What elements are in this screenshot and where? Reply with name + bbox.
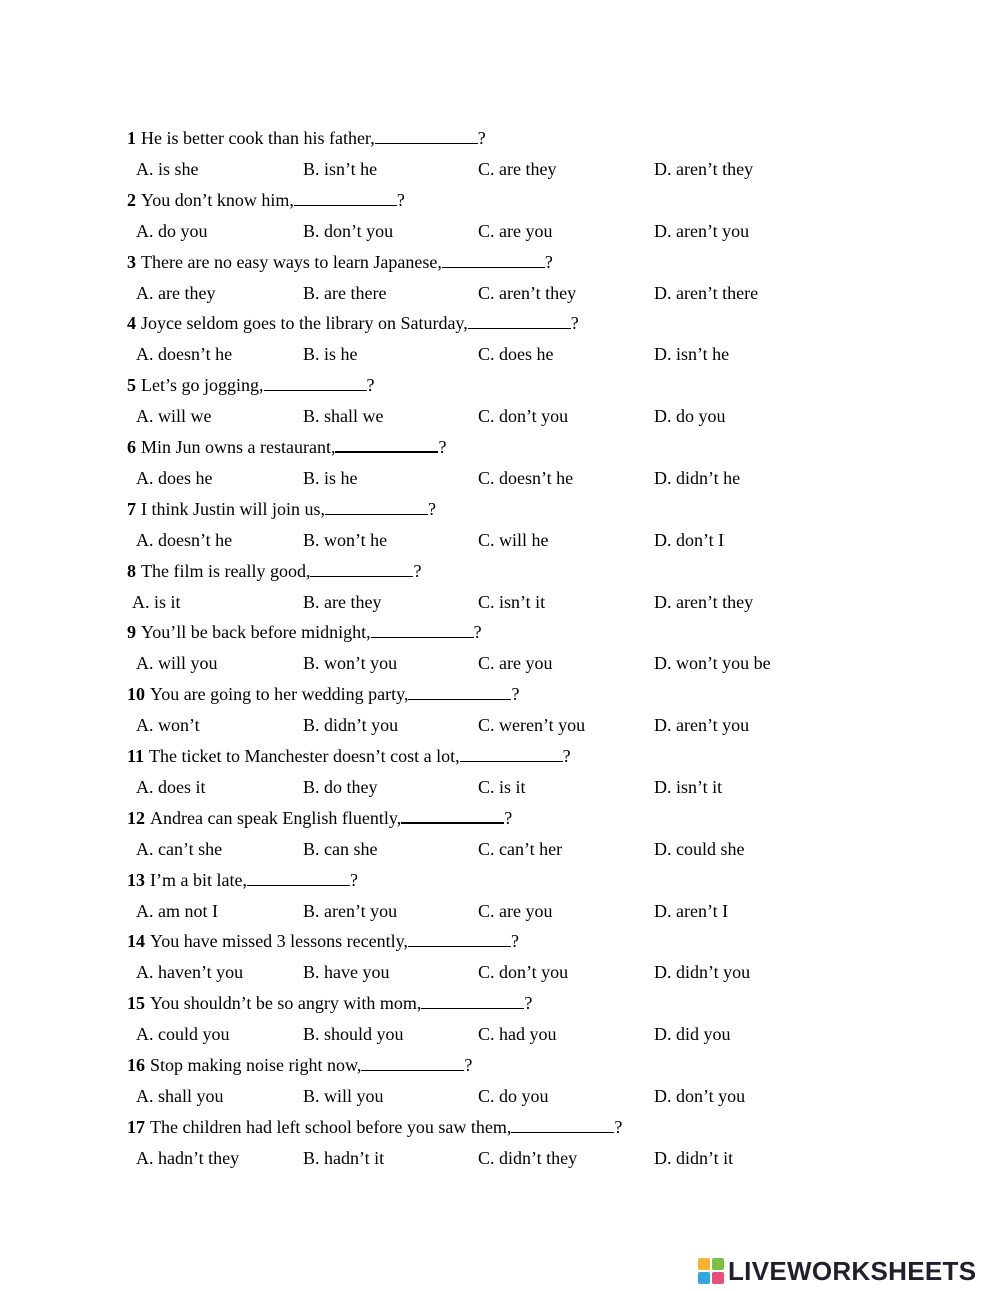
answer-blank[interactable] [247, 869, 350, 886]
answer-blank[interactable] [310, 560, 413, 577]
question-mark: ? [428, 498, 437, 519]
question-number: 8 [127, 560, 136, 581]
question-text: There are no easy ways to learn Japanese, [141, 251, 442, 272]
question-text: The children had left school before you saw them, [150, 1116, 512, 1137]
option-d[interactable]: D. don’t you [654, 1086, 746, 1106]
option-b[interactable]: B. hadn’t it [303, 1147, 385, 1168]
option-a[interactable]: A. shall you [136, 1086, 224, 1106]
question-text: I’m a bit late, [150, 869, 247, 890]
question-8 [127, 557, 421, 585]
option-c[interactable]: C. don’t you [478, 962, 569, 983]
question-text: Min Jun owns a restaurant, [141, 437, 336, 457]
question-mark: ? [438, 437, 447, 457]
question-number: 1 [127, 128, 136, 148]
question-7 [127, 495, 436, 523]
option-c[interactable]: C. weren’t you [478, 715, 586, 736]
option-c[interactable]: C. will he [478, 529, 549, 550]
question-text: Joyce seldom goes to the library on Saturday, [141, 313, 468, 334]
question-number: 16 [127, 1055, 145, 1075]
question-mark: ? [366, 375, 375, 396]
option-d[interactable]: D. isn’t he [654, 344, 730, 365]
question-3 [127, 248, 553, 276]
question-mark: ? [349, 869, 358, 890]
option-b[interactable]: B. have you [303, 962, 390, 983]
question-16 [127, 1051, 472, 1079]
option-b[interactable]: B. won’t he [303, 529, 388, 550]
answer-blank[interactable] [408, 683, 511, 700]
question-1 [127, 124, 486, 152]
answer-blank[interactable] [468, 312, 571, 329]
question-mark: ? [396, 189, 405, 210]
question-mark: ? [511, 684, 520, 705]
option-b[interactable]: B. won’t you [303, 653, 398, 674]
option-d[interactable]: D. aren’t they [654, 591, 754, 612]
option-a[interactable]: A. does he [136, 468, 213, 488]
option-c[interactable]: C. is it [478, 777, 526, 797]
option-d[interactable]: D. won’t you be [654, 653, 771, 674]
question-number: 12 [127, 807, 145, 828]
option-c[interactable]: C. had you [478, 1024, 557, 1045]
logo-text: LIVEWORKSHEETS [728, 1255, 977, 1286]
option-a[interactable]: A. doesn’t he [136, 344, 233, 365]
question-2 [127, 186, 405, 214]
option-c[interactable]: C. isn’t it [478, 591, 546, 612]
question-mark: ? [614, 1116, 623, 1137]
question-text: You are going to her wedding party, [150, 684, 409, 705]
option-b[interactable]: B. do they [303, 777, 378, 797]
option-d[interactable]: D. aren’t I [654, 900, 729, 921]
question-text: Stop making noise right now, [150, 1055, 362, 1075]
option-a[interactable]: A. is she [136, 159, 199, 179]
option-c[interactable]: C. can’t her [478, 838, 563, 859]
option-c[interactable]: C. aren’t they [478, 282, 577, 303]
option-a[interactable]: A. could you [136, 1024, 230, 1045]
option-b[interactable]: B. are they [303, 591, 382, 612]
question-mark: ? [524, 993, 533, 1014]
answer-blank[interactable] [294, 189, 397, 206]
answer-blank[interactable] [442, 251, 545, 268]
option-d[interactable]: D. aren’t you [654, 220, 750, 241]
option-a[interactable]: A. am not I [136, 900, 218, 921]
option-c[interactable]: C. are you [478, 220, 553, 241]
answer-blank[interactable] [371, 621, 474, 638]
option-c[interactable]: C. didn’t they [478, 1147, 578, 1168]
option-d[interactable]: D. did you [654, 1024, 731, 1045]
question-13 [127, 866, 358, 894]
question-number: 4 [127, 313, 136, 334]
option-b[interactable]: B. are there [303, 282, 387, 303]
answer-blank[interactable] [421, 992, 524, 1009]
option-b[interactable]: B. can she [303, 838, 378, 859]
option-d[interactable]: D. could she [654, 838, 745, 859]
option-d[interactable]: D. didn’t you [654, 962, 751, 983]
question-10 [127, 680, 519, 708]
option-b[interactable]: B. should you [303, 1024, 404, 1045]
question-number: 5 [127, 375, 136, 396]
question-number: 15 [127, 993, 145, 1014]
question-mark: ? [464, 1055, 473, 1075]
option-d[interactable]: D. didn’t he [654, 468, 741, 488]
option-d[interactable]: D. do you [654, 406, 726, 427]
option-a[interactable]: A. doesn’t he [136, 529, 233, 550]
answer-blank[interactable] [408, 930, 511, 947]
question-number: 7 [127, 498, 136, 519]
option-c[interactable]: C. don’t you [478, 406, 569, 427]
option-b[interactable]: B. is he [303, 344, 358, 365]
question-number: 9 [127, 622, 136, 643]
option-c[interactable]: C. are they [478, 159, 557, 179]
option-c[interactable]: C. does he [478, 344, 554, 365]
option-b[interactable]: B. didn’t you [303, 715, 399, 736]
option-c[interactable]: C. do you [478, 1086, 549, 1106]
question-5 [127, 371, 375, 399]
question-text: The ticket to Manchester doesn’t cost a lot, [149, 746, 460, 766]
question-number: 11 [127, 746, 145, 766]
question-15 [127, 989, 532, 1017]
option-a[interactable]: A. do you [136, 220, 208, 241]
option-d[interactable]: D. isn’t it [654, 777, 723, 797]
answer-blank[interactable] [325, 498, 428, 515]
option-d[interactable]: D. aren’t there [654, 282, 759, 303]
answer-blank[interactable] [460, 745, 563, 762]
question-11 [127, 742, 571, 770]
question-number: 14 [127, 931, 145, 952]
option-a[interactable]: A. are they [136, 282, 216, 303]
question-number: 10 [127, 684, 145, 705]
option-d[interactable]: D. don’t I [654, 529, 725, 550]
question-mark: ? [544, 251, 553, 272]
option-a[interactable]: A. is it [132, 591, 181, 612]
question-text: You have missed 3 lessons recently, [150, 931, 408, 952]
question-text: He is better cook than his father, [141, 128, 375, 148]
question-mark: ? [570, 313, 579, 334]
question-text: The film is really good, [141, 560, 311, 581]
question-6 [127, 433, 446, 461]
question-mark: ? [510, 931, 519, 952]
option-b[interactable]: B. will you [303, 1086, 384, 1106]
answer-blank[interactable] [375, 127, 478, 144]
answer-blank[interactable] [511, 1116, 614, 1133]
question-number: 17 [127, 1116, 145, 1137]
question-14 [127, 927, 519, 955]
question-text: Let’s go jogging, [141, 375, 264, 396]
answer-blank[interactable] [264, 374, 367, 391]
option-b[interactable]: B. don’t you [303, 220, 394, 241]
option-a[interactable]: A. does it [136, 777, 206, 797]
question-number: 6 [127, 437, 136, 457]
answer-blank[interactable] [401, 806, 504, 824]
option-d[interactable]: D. aren’t you [654, 715, 750, 736]
question-number: 2 [127, 189, 136, 210]
option-c[interactable]: C. doesn’t he [478, 468, 574, 488]
option-a[interactable]: A. hadn’t they [136, 1147, 240, 1168]
option-c[interactable]: C. are you [478, 653, 553, 674]
question-text: Andrea can speak English fluently, [150, 807, 402, 828]
option-a[interactable]: A. can’t she [136, 838, 223, 859]
question-text: You don’t know him, [141, 189, 294, 210]
option-b[interactable]: B. isn’t he [303, 159, 378, 179]
question-mark: ? [504, 807, 513, 828]
option-a[interactable]: A. will you [136, 653, 218, 674]
liveworksheets-logo-icon [698, 1258, 724, 1284]
liveworksheets-logo [698, 1254, 976, 1288]
option-a[interactable]: A. haven’t you [136, 962, 244, 983]
option-a[interactable]: A. won’t [136, 715, 200, 736]
question-12 [127, 804, 512, 832]
answer-blank[interactable] [335, 435, 438, 453]
option-b[interactable]: B. is he [303, 468, 358, 488]
option-a[interactable]: A. will we [136, 406, 212, 427]
question-mark: ? [562, 746, 571, 766]
question-mark: ? [477, 128, 486, 148]
option-b[interactable]: B. shall we [303, 406, 384, 427]
question-text: You shouldn’t be so angry with mom, [150, 993, 422, 1014]
answer-blank[interactable] [361, 1054, 464, 1071]
option-b[interactable]: B. aren’t you [303, 900, 398, 921]
question-17 [127, 1113, 622, 1141]
question-4 [127, 309, 579, 337]
question-text: You’ll be back before midnight, [141, 622, 371, 643]
option-d[interactable]: D. aren’t they [654, 159, 754, 179]
option-c[interactable]: C. are you [478, 900, 553, 921]
option-d[interactable]: D. didn’t it [654, 1147, 734, 1168]
question-mark: ? [413, 560, 422, 581]
question-text: I think Justin will join us, [141, 498, 326, 519]
question-9 [127, 618, 482, 646]
question-number: 13 [127, 869, 145, 890]
question-mark: ? [473, 622, 482, 643]
question-number: 3 [127, 251, 136, 272]
